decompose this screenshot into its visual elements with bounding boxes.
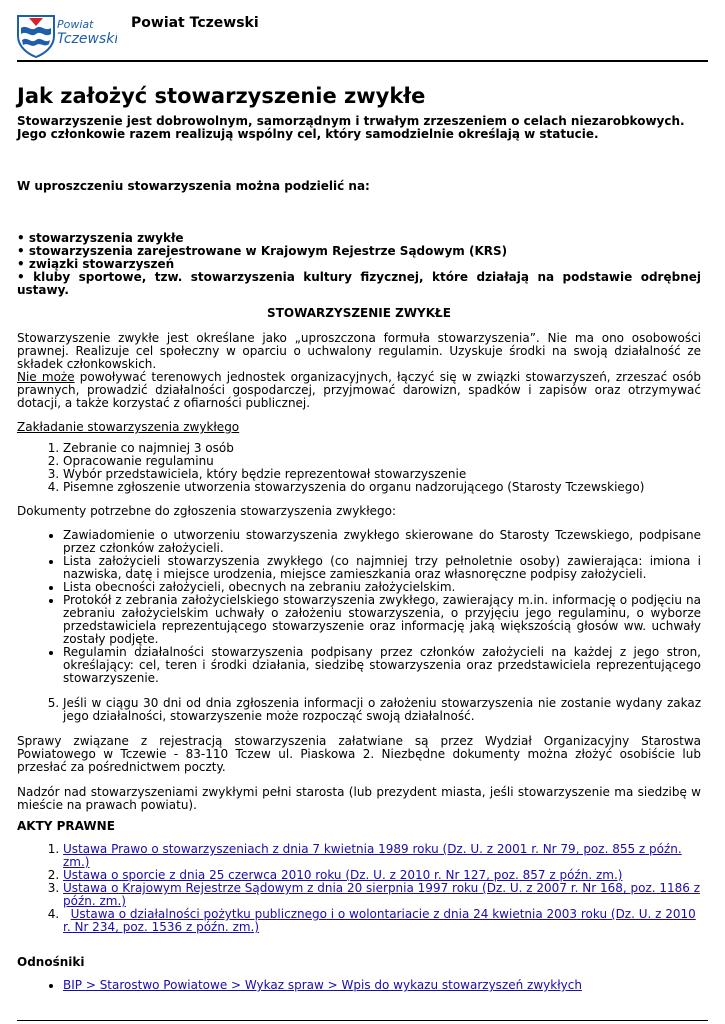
- division-item: • kluby sportowe, tzw. stowarzyszenia kultury fizycznej, które działają na podstawie odrębnej ustawy.: [17, 270, 701, 297]
- restrictions-rest: powoływać terenowych jednostek organizacyjnych, łączyć się w związki stowarzyszeń, zrzeszać osób prawnych, prowadzić działalności gospodarczej, przyjmować darowizn, spadków i zapisów oraz otrzymywać dotacji, a także korzystać z ofiarności publicznej.: [17, 370, 701, 410]
- legal-act-link[interactable]: Ustawa o Krajowym Rejestrze Sądowym z dnia 20 sierpnia 1997 roku (Dz. U. z 2007 r. Nr 168, poz. 1186 z późn. zm.): [63, 881, 701, 908]
- documents-heading: Dokumenty potrzebne do zgłoszenia stowarzyszenia zwykłego:: [17, 504, 397, 518]
- step-five: 5. Jeśli w ciągu 30 dni od dnia zgłoszenia informacji o założeniu stowarzyszenia nie zostanie wydany zakaz jego działalności, stowarzyszenie może rozpocząć swoją działalność.: [63, 697, 701, 723]
- article-content: [17, 84, 701, 992]
- office-info-text: Sprawy związane z rejestracją stowarzyszenia załatwiane są przez Wydział Organizacyjny Starostwa Powiatowego w Tczewie - 83-110 Tczew ul. Piaskowa 2. Niezbędne dokumenty można złożyć osobiście lub przesłać za pośrednictwem poczty.: [17, 734, 701, 774]
- documents-list: [17, 529, 701, 685]
- supervision-text: Nadzór nad stowarzyszeniami zwykłymi pełni starosta (lub prezydent miasta, jeśli stowarzyszenie ma siedzibę w mieście na prawach powiatu).: [17, 785, 701, 812]
- legal-act-link[interactable]: Ustawa o sporcie z dnia 25 czerwca 2010 roku (Dz. U. z 2010 r. Nr 127, poz. 857 z późn. zm.): [63, 868, 623, 882]
- legal-act-link[interactable]: Ustawa Prawo o stowarzyszeniach z dnia 7 kwietnia 1989 roku (Dz. U. z 2001 r. Nr 79, poz. 855 z późn. zm.): [63, 842, 682, 869]
- page-title: Jak założyć stowarzyszenie zwykłe: [17, 84, 426, 108]
- svg-text:Powiat: Powiat: [57, 18, 94, 31]
- link-item: [63, 979, 701, 992]
- founding-steps-list: [17, 442, 701, 494]
- division-item: • stowarzyszenia zwykłe: [17, 231, 184, 245]
- footer-divider: [17, 1020, 708, 1021]
- founding-step: 1. Zebranie co najmniej 3 osób: [63, 442, 701, 455]
- legal-acts-list: [17, 843, 701, 934]
- coat-of-arms-icon: [17, 14, 117, 58]
- restrictions-text: [17, 371, 701, 410]
- division-item: • stowarzyszenia zarejestrowane w Krajowym Rejestrze Sądowym (KRS): [17, 244, 508, 258]
- legal-act-item: [63, 843, 701, 869]
- legal-act-item: [63, 908, 701, 934]
- legal-act-item: [63, 882, 701, 908]
- founding-step: 3. Wybór przedstawiciela, który będzie reprezentował stowarzyszenie: [63, 468, 701, 481]
- document-item: • Protokół z zebrania założycielskiego stowarzyszenia zwykłego, zawierający m.in. informację o podjęciu na zebraniu założycielskim uchwały o założeniu stowarzyszenia, o przyjęciu jego regulaminu, o wyborze przedstawiciela reprezentującego stowarzyszenie oraz informację jaką większością głosów ww. uchwały zostały podjęte.: [63, 594, 701, 646]
- document-item: • Zawiadomienie o utworzeniu stowarzyszenia zwykłego skierowane do Starosty Tczewskiego, podpisane przez członków założycieli.: [63, 529, 701, 555]
- document-item: • Lista obecności założycieli, obecnych na zebraniu założycielskim.: [63, 581, 701, 594]
- site-name: Powiat Tczewski: [131, 15, 259, 31]
- founding-step: 4. Pisemne zgłoszenie utworzenia stowarzyszenia do organu nadzorującego (Starosty Tczewskiego): [63, 481, 701, 494]
- intro-text: Stowarzyszenie jest dobrowolnym, samorządnym i trwałym zrzeszeniem o celach niezarobkowych. Jego członkowie razem realizują wspólny cel, który samodzielnie określają w statucie.: [17, 114, 685, 141]
- svg-text:Tczewski: Tczewski: [57, 31, 117, 47]
- definition-text: Stowarzyszenie zwykłe jest określane jako „uproszczona formuła stowarzyszenia”. Nie ma ono osobowości prawnej. Realizuje cel społeczny w oparciu o uchwalony regulamin. Uzyskuje środki na swoją działalność ze składek członkowskich.: [17, 331, 701, 371]
- step-five-list: [17, 697, 701, 723]
- bip-breadcrumb-link[interactable]: BIP > Starostwo Powiatowe > Wykaz spraw > Wpis do wykazu stowarzyszeń zwykłych: [63, 978, 582, 992]
- division-heading: W uproszczeniu stowarzyszenia można podzielić na:: [17, 179, 370, 193]
- legal-acts-heading: AKTY PRAWNE: [17, 819, 115, 833]
- division-item: • związki stowarzyszeń: [17, 257, 175, 271]
- powiat-tczewski-logo[interactable]: [17, 14, 117, 58]
- founding-step: 2. Opracowanie regulaminu: [63, 455, 701, 468]
- document-item: • Regulamin działalności stowarzyszenia podpisany przez członków założycieli na każdej z jego stron, określający: cel, teren i środki działania, siedzibę stowarzyszenia oraz przedstawiciela reprezentującego stowarzyszenie.: [63, 646, 701, 685]
- document-item: • Lista założycieli stowarzyszenia zwykłego (co najmniej trzy pełnoletnie osoby) zawierająca: imiona i nazwiska, datę i miejsce urodzenia, miejsce zamieszkania oraz własnoręczne podpisy założycieli.: [63, 555, 701, 581]
- links-list: [17, 979, 701, 992]
- links-heading: Odnośniki: [17, 955, 85, 969]
- restrictions-lead: Nie może: [17, 370, 75, 384]
- section-title: STOWARZYSZENIE ZWYKŁE: [267, 306, 451, 320]
- division-list: [17, 232, 701, 297]
- page-header: [0, 0, 725, 62]
- founding-heading: Zakładanie stowarzyszenia zwykłego: [17, 420, 240, 434]
- legal-act-link[interactable]: Ustawa o działalności pożytku publicznego i o wolontariacie z dnia 24 kwietnia 2003 roku (Dz. U. z 2010 r. Nr 234, poz. 1536 z późn. zm.): [63, 907, 696, 934]
- header-divider: [17, 60, 708, 62]
